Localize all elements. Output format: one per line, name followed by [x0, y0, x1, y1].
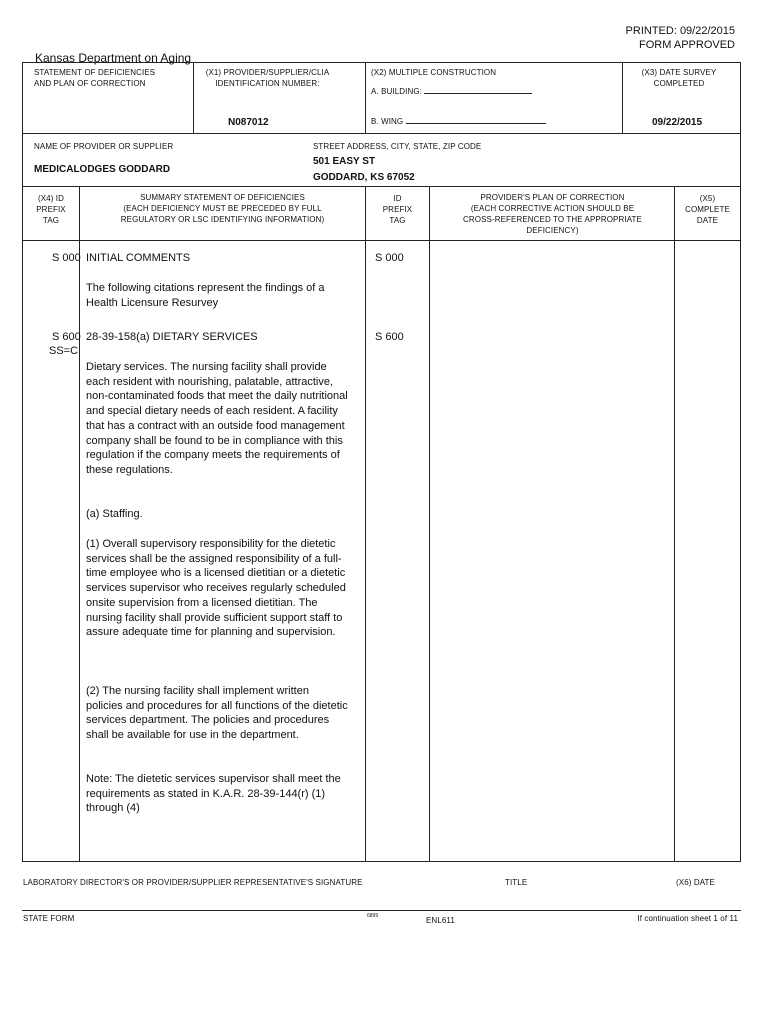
divider [365, 186, 366, 862]
wing-label: B. WING [371, 117, 404, 126]
divider [22, 910, 741, 911]
form-approved: FORM APPROVED [639, 39, 735, 51]
x2-label: (X2) MULTIPLE CONSTRUCTION [371, 68, 497, 77]
divider [365, 62, 366, 134]
divider [193, 62, 194, 134]
entry-title: 28-39-158(a) DIETARY SERVICES [86, 331, 258, 343]
agency-name: Kansas Department on Aging [35, 51, 192, 65]
continuation-label: If continuation sheet 1 of 11 [637, 914, 738, 923]
divider [429, 186, 430, 862]
provider-name-label: NAME OF PROVIDER OR SUPPLIER [34, 142, 174, 151]
entry-title: INITIAL COMMENTS [86, 252, 191, 264]
building-label: A. BUILDING: [371, 87, 422, 96]
entry-paragraph: Dietary services. The nursing facility shall provide each resident with nourishing, palatable, attractive, non-contaminated foods that meet the daily nutritional and special dietary needs of each resident. A facility that has a contract with an outside food management company shall be found to be in compliance with this regulation if the company meets the requirements of these regulations. [86, 361, 348, 476]
plan-label: PROVIDER'S PLAN OF CORRECTION (EACH CORRECTIVE ACTION SHOULD BE CROSS-REFERENCED TO THE APPROPRIATE DEFICIENCY) [463, 193, 642, 235]
entry-paragraph: (2) The nursing facility shall implement written policies and procedures for all functions of the dietetic services department. The policies and procedures shall be available for use in the department. [86, 685, 348, 742]
signature-label: LABORATORY DIRECTOR'S OR PROVIDER/SUPPLIER REPRESENTATIVE'S SIGNATURE [23, 878, 363, 887]
x1-label: (X1) PROVIDER/SUPPLIER/CLIA IDENTIFICATION NUMBER: [205, 68, 330, 88]
address-line2: GODDARD, KS 67052 [313, 172, 415, 183]
wing-field[interactable] [406, 114, 546, 124]
building-row [371, 84, 532, 97]
scope-severity: SS=C [49, 345, 79, 357]
summary-label: SUMMARY STATEMENT OF DEFICIENCIES (EACH DEFICIENCY MUST BE PRECEDED BY FULL REGULATORY OR LSC IDENTIFYING INFORMATION) [120, 193, 325, 224]
statement-label: STATEMENT OF DEFICIENCIES AND PLAN OF CORRECTION [34, 68, 156, 88]
divider [22, 133, 741, 134]
id-tag-s000: S 000 [375, 252, 404, 264]
x4-label: (X4) ID PREFIX TAG [36, 194, 66, 225]
enl-code: ENL611 [426, 916, 455, 925]
id-prefix-label: ID PREFIX TAG [382, 194, 413, 225]
divider [674, 186, 675, 862]
entry-paragraph: (a) Staffing. [86, 508, 143, 520]
x6-date-label: (X6) DATE [676, 878, 715, 887]
x3-label: (X3) DATE SURVEY COMPLETED [641, 68, 717, 88]
provider-id: N087012 [228, 117, 269, 128]
entry-paragraph: The following citations represent the findings of a Health Licensure Resurvey [86, 282, 325, 309]
state-form-label: STATE FORM [23, 914, 75, 923]
entry-paragraph: Note: The dietetic services supervisor shall meet the requirements as stated in K.A.R. 28-39-144(r) (1) through (4) [86, 773, 341, 815]
divider [22, 240, 741, 241]
wing-row [371, 114, 546, 127]
tag-s600: S 600 [52, 331, 81, 343]
printed-date: PRINTED: 09/22/2015 [625, 25, 735, 37]
title-label: TITLE [505, 878, 528, 887]
building-field[interactable] [424, 84, 532, 94]
x5-label: (X5) COMPLETE DATE [685, 194, 730, 225]
tag-s000: S 000 [52, 252, 81, 264]
address-line1: 501 EASY ST [313, 156, 376, 167]
divider [79, 186, 80, 862]
address-label: STREET ADDRESS, CITY, STATE, ZIP CODE [313, 142, 482, 151]
form-code: 6899 [367, 913, 379, 919]
provider-name: MEDICALODGES GODDARD [34, 164, 171, 175]
divider [22, 186, 741, 187]
entry-paragraph: (1) Overall supervisory responsibility for the dietetic services shall be the assigned responsibility of a full-time employee who is a licensed dietitian or a dietetic services supervisor who receives regularly scheduled onsite supervision from a licensed dietitian. The nursing facility shall provide sufficient support staff to assure adequate time for planning and supervision. [86, 538, 346, 639]
survey-date: 09/22/2015 [652, 117, 703, 128]
id-tag-s600: S 600 [375, 331, 404, 343]
